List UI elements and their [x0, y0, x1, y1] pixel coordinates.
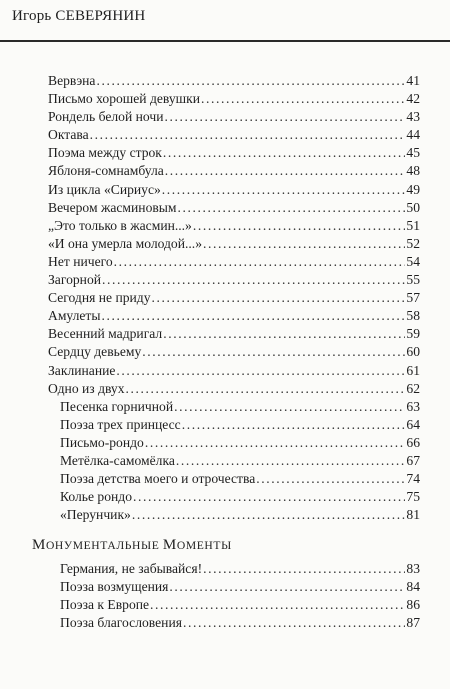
- toc-entry-page: 67: [406, 452, 420, 468]
- toc-entry-page: 81: [406, 507, 420, 523]
- toc-entry-title: Одно из двух: [48, 380, 125, 396]
- toc-entry-page: 51: [406, 217, 420, 233]
- toc-entry-title: Амулеты: [48, 308, 101, 324]
- toc-entry: [48, 181, 420, 199]
- toc-entry: [48, 596, 420, 614]
- section-heading-initial: М: [32, 537, 46, 553]
- toc-entry-page: 74: [406, 471, 420, 487]
- toc-entry-title: Весенний мадригал: [48, 326, 163, 342]
- dot-leader: [102, 271, 405, 289]
- dot-leader: [203, 235, 405, 253]
- toc-entry-title: Октава: [48, 127, 89, 143]
- toc-entry-page: 41: [406, 73, 420, 88]
- toc-entry-title: Сердцу девьему: [48, 344, 142, 360]
- toc-entry: [48, 325, 420, 343]
- toc-entry-page: 64: [406, 416, 420, 432]
- running-head: Игорь СЕВЕРЯНИН: [12, 8, 146, 24]
- toc-entry-page: 44: [406, 127, 420, 143]
- toc-entry: [48, 199, 420, 217]
- dot-leader: [183, 614, 405, 632]
- toc-entry-page: 75: [406, 489, 420, 505]
- dot-leader: [164, 108, 405, 126]
- toc-entry-title: „Это только в жасмин...»: [48, 217, 192, 233]
- toc-entry-page: 58: [406, 308, 420, 324]
- dot-leader: [163, 144, 405, 162]
- toc-entry: [48, 217, 420, 235]
- toc-entry-page: 62: [406, 380, 420, 396]
- dot-leader: [145, 434, 406, 452]
- toc-entry-page: 66: [406, 434, 420, 450]
- section-heading-smallcaps: ОМЕНТЫ: [176, 539, 232, 552]
- section-heading-smallcaps: ОНУМЕНТАЛЬНЫЕ: [45, 539, 163, 552]
- toc-entry: [48, 253, 420, 271]
- toc-entry-title: Яблоня-сомнамбула: [48, 163, 164, 179]
- toc-entry-title: Поэза детства моего и отрочества: [60, 471, 256, 487]
- toc-entry: [48, 162, 420, 180]
- dot-leader: [256, 470, 405, 488]
- toc-entry-title: Нет ничего: [48, 253, 113, 269]
- dot-leader: [102, 307, 406, 325]
- section-contents: [48, 560, 420, 632]
- toc-entry-page: 86: [406, 597, 420, 613]
- dot-leader: [114, 253, 406, 271]
- dot-leader: [162, 181, 406, 199]
- toc-entry: [48, 235, 420, 253]
- toc-entry: [48, 289, 420, 307]
- toc-entry: [48, 362, 420, 380]
- table-of-contents: [48, 72, 420, 524]
- dot-leader: [176, 452, 406, 470]
- toc-entry: [48, 416, 420, 434]
- toc-entry-page: 83: [406, 561, 420, 576]
- toc-entry-title: Письмо хорошей девушки: [48, 91, 201, 107]
- dot-leader: [201, 90, 405, 108]
- toc-entry: [48, 380, 420, 398]
- toc-entry-page: 52: [406, 235, 420, 251]
- dot-leader: [90, 126, 406, 144]
- toc-entry-title: «Перунчик»: [60, 507, 131, 523]
- section-heading-initial: М: [162, 537, 177, 553]
- toc-entry-title: Рондель белой ночи: [48, 109, 164, 125]
- dot-leader: [174, 398, 405, 416]
- toc-entry-page: 61: [406, 362, 420, 378]
- toc-entry-page: 49: [406, 181, 420, 197]
- toc-entry: [48, 343, 420, 361]
- toc-entry-title: Поэма между строк: [48, 145, 162, 161]
- toc-entry: [48, 271, 420, 289]
- toc-entry-title: Сегодня не приду: [48, 290, 151, 306]
- toc-entry-title: Метёлка-самомёлка: [60, 452, 175, 468]
- dot-leader: [165, 162, 406, 180]
- toc-entry-page: 50: [406, 199, 420, 215]
- toc-entry-title: Загорной: [48, 272, 102, 288]
- dot-leader: [178, 199, 406, 217]
- toc-entry: [48, 90, 420, 108]
- toc-entry-title: «И она умерла молодой...»: [48, 235, 202, 251]
- dot-leader: [193, 217, 406, 235]
- toc-entry: [48, 470, 420, 488]
- toc-entry: [48, 307, 420, 325]
- toc-entry-page: 57: [406, 290, 420, 306]
- toc-entry-page: 59: [406, 326, 420, 342]
- toc-entry-title: Заклинание: [48, 362, 116, 378]
- dot-leader: [126, 380, 406, 398]
- dot-leader: [203, 560, 405, 578]
- dot-leader: [132, 506, 406, 524]
- toc-entry: [48, 144, 420, 162]
- dot-leader: [116, 362, 405, 380]
- toc-entry-title: Поэза благословения: [60, 615, 182, 631]
- toc-entry: [48, 578, 420, 596]
- toc-entry-title: Поэза трех принцесс: [60, 416, 181, 432]
- dot-leader: [133, 488, 405, 506]
- toc-entry-title: Колье рондо: [60, 489, 133, 505]
- dot-leader: [163, 325, 405, 343]
- toc-entry-page: 87: [406, 615, 420, 631]
- toc-entry-page: 84: [406, 579, 420, 595]
- toc-entry: [48, 452, 420, 470]
- toc-entry-page: 63: [406, 398, 420, 414]
- toc-entry: [48, 398, 420, 416]
- dot-leader: [96, 72, 405, 90]
- toc-entry-title: Песенка горничной: [60, 398, 174, 414]
- toc-entry: [48, 72, 420, 90]
- toc-entry-title: Вервэна: [48, 73, 96, 88]
- dot-leader: [182, 416, 406, 434]
- toc-entry: [48, 614, 420, 632]
- toc-entry-page: 43: [406, 109, 420, 125]
- toc-entry-title: Поэза к Европе: [60, 597, 150, 613]
- toc-entry-page: 55: [406, 272, 420, 288]
- toc-entry: [48, 560, 420, 578]
- toc-entry-title: Вечером жасминовым: [48, 199, 177, 215]
- dot-leader: [169, 578, 405, 596]
- toc-entry-page: 54: [406, 253, 420, 269]
- toc-entry: [48, 126, 420, 144]
- dot-leader: [152, 289, 406, 307]
- toc-entry: [48, 108, 420, 126]
- toc-entry-page: 42: [406, 91, 420, 107]
- toc-entry-title: Письмо-рондо: [60, 434, 144, 450]
- dot-leader: [150, 596, 405, 614]
- toc-entry: [48, 434, 420, 452]
- dot-leader: [142, 343, 405, 361]
- toc-entry-title: Поэза возмущения: [60, 579, 169, 595]
- toc-entry-page: 48: [406, 163, 420, 179]
- toc-entry-title: Из цикла «Сириус»: [48, 181, 161, 197]
- header-rule: [0, 40, 450, 42]
- toc-entry: [48, 506, 420, 524]
- toc-entry-title: Германия, не забывайся!: [60, 561, 203, 576]
- toc-entry: [48, 488, 420, 506]
- toc-entry-page: 45: [406, 145, 420, 161]
- section-heading: [32, 537, 232, 554]
- toc-entry-page: 60: [406, 344, 420, 360]
